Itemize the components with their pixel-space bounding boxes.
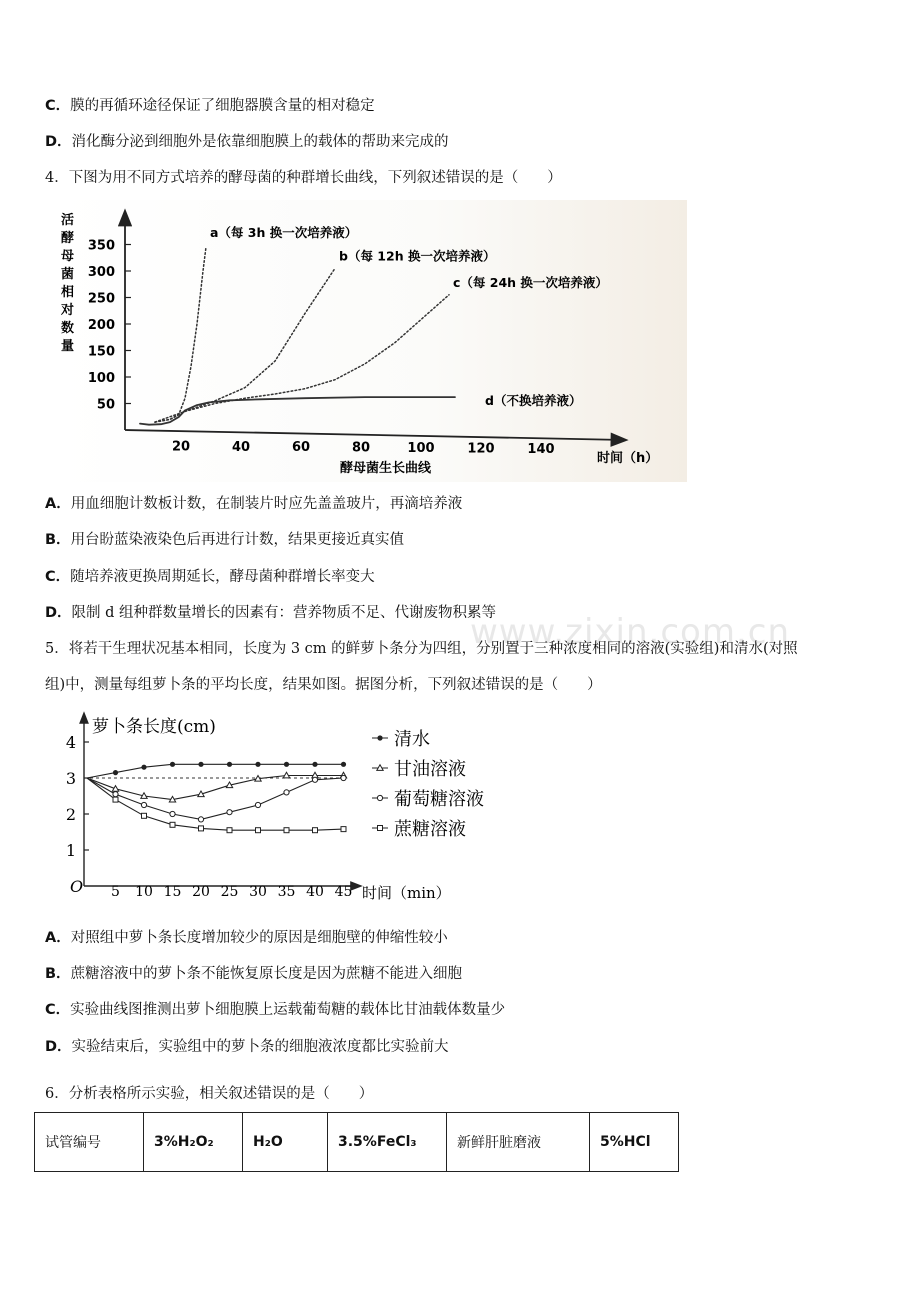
q5-option-c [45,1000,505,1020]
q4-option-c [45,567,375,587]
data-point [227,762,232,767]
data-point [377,795,382,800]
y-tick-label: 150 [87,344,115,360]
x-tick-label: 40 [231,439,251,455]
y-tick-label: 3 [65,769,76,788]
data-point [113,792,118,797]
y-tick-label: 250 [87,291,115,307]
y-tick-label: 300 [87,265,115,280]
yeast-growth-svg [55,200,687,482]
legend-item [372,729,430,750]
series-line [87,778,344,830]
option-text: 膜的再循环途径保证了细胞器膜含量的相对稳定 [70,98,375,114]
data-point [227,828,232,833]
x-tick-label: 30 [249,884,267,900]
x-axis [125,430,625,440]
q5-stem-line2: 组)中，测量每组萝卜条的平均长度，结果如图。据图分析，下列叙述错误的是（ ） [45,677,602,693]
experiment-table [34,1112,679,1172]
option-text: 用台盼蓝染液染色后再进行计数，结果更接近真实值 [70,532,405,548]
option-letter: B． [45,966,71,982]
data-point [284,762,289,767]
series-3 [87,778,346,833]
watermark: www.zixin.com.cn [470,612,790,652]
data-point [284,790,289,795]
table-row [35,1113,679,1172]
x-tick-label: 45 [334,884,353,900]
option-letter: D． [45,1039,72,1055]
data-point [256,828,261,833]
table-cell: 5%HCl [590,1113,679,1172]
table-cell: H₂O [243,1113,328,1172]
q6-stem: 6．分析表格所示实验，相关叙述错误的是（ ） [45,1086,374,1102]
data-point [170,811,175,816]
data-point [341,762,346,767]
x-axis-label: 时间（min） [362,884,451,902]
table-cell: 试管编号 [35,1113,144,1172]
series-label-d: d（不换培养液） [485,393,582,409]
data-point [198,817,203,822]
x-tick-label: 100 [407,441,435,456]
option-letter: B． [45,532,71,548]
option-text: 蔗糖溶液中的萝卜条不能恢复原长度是因为蔗糖不能进入细胞 [70,966,463,982]
y-axis-label: 活酵母菌相对数量 [61,213,75,354]
radish-length-chart [62,708,502,908]
data-point [198,762,203,767]
origin-label: O [70,877,84,896]
chart-caption: 酵母菌生长曲线 [340,461,432,476]
data-point [313,828,318,833]
x-tick-label: 35 [277,884,296,900]
data-point [255,802,260,807]
option-letter: C． [45,98,71,114]
x-tick-label: 120 [467,441,495,457]
option-letter: D． [45,134,72,150]
q4-stem: 4．下图为用不同方式培养的酵母菌的种群增长曲线，下列叙述错误的是（ ） [45,170,562,186]
data-point [312,762,317,767]
x-tick-label: 5 [111,884,120,900]
legend-label: 葡萄糖溶液 [394,789,484,810]
legend-item [372,759,466,780]
data-point [113,770,118,775]
option-text: 实验曲线图推测出萝卜细胞膜上运载葡萄糖的载体比甘油载体数量少 [70,1002,506,1018]
option-text: 限制 d 组种群数量增长的因素有：营养物质不足、代谢废物积累等 [71,605,497,621]
legend-label: 甘油溶液 [394,759,466,780]
option-letter: D． [45,605,72,621]
x-tick-label: 20 [192,884,210,900]
y-tick-label: 2 [65,805,76,824]
data-point [284,828,289,833]
q4-option-d [45,603,496,623]
data-point [377,735,382,740]
option-text: 实验结束后，实验组中的萝卜条的细胞液浓度都比实验前大 [71,1039,449,1055]
series-line-a [155,247,206,422]
series-label-c: c（每 24h 换一次培养液） [453,274,608,290]
radish-length-svg [62,708,502,908]
option-text: 随培养液更换周期延长，酵母菌种群增长率变大 [70,569,375,585]
q4-option-a [45,494,462,514]
y-axis-label: 萝卜条长度(cm) [92,717,216,737]
option-letter: C． [45,569,71,585]
data-point [141,802,146,807]
table-cell: 3%H₂O₂ [144,1113,243,1172]
series-line [87,776,344,800]
x-tick-label: 80 [351,440,371,456]
data-point [255,762,260,767]
x-tick-label: 25 [220,884,239,900]
legend-label: 清水 [394,729,430,750]
y-tick-label: 100 [87,371,115,386]
data-point [141,765,146,770]
data-point [170,762,175,767]
y-tick-label: 1 [65,841,76,860]
legend-label: 蔗糖溶液 [394,819,466,840]
series-1 [87,772,347,802]
yeast-growth-chart [55,200,687,482]
option-text: 对照组中萝卜条长度增加较少的原因是细胞壁的伸缩性较小 [70,930,448,946]
series-line [87,778,344,819]
y-tick-label: 4 [65,733,76,752]
data-point [199,826,204,831]
x-tick-label: 60 [291,440,311,456]
q3-option-d [45,132,449,152]
data-point [341,775,346,780]
series-2 [87,775,346,822]
data-point [378,826,383,831]
series-line-c [155,295,449,422]
option-letter: C． [45,1002,71,1018]
data-point [142,813,147,818]
option-letter: A． [45,496,71,512]
option-letter: A． [45,930,71,946]
y-tick-label: 50 [96,397,115,413]
data-point [341,827,346,832]
q5-option-b [45,964,462,984]
legend-item [372,789,484,810]
series-label-a: a（每 3h 换一次培养液） [210,225,358,241]
x-tick-label: 10 [135,884,153,900]
q5-option-d [45,1037,449,1057]
legend-item [372,819,466,840]
x-tick-label: 140 [527,441,555,457]
q4-option-b [45,530,404,550]
x-axis-label: 时间（h） [597,451,659,466]
x-tick-label: 20 [171,439,191,455]
option-text: 消化酶分泌到细胞外是依靠细胞膜上的载体的帮助来完成的 [71,134,449,150]
q5-stem-line1: 5．将若干生理状况基本相同，长度为 3 cm 的鲜萝卜条分为四组，分别置于三种浓度相同的溶液(实验组)和清水(对照 [45,641,798,657]
data-point [170,822,175,827]
q3-option-c [45,96,375,116]
data-point [227,810,232,815]
table-cell: 3.5%FeCl₃ [328,1113,447,1172]
data-point [113,797,118,802]
y-tick-label: 350 [87,238,115,254]
x-tick-label: 15 [163,884,182,900]
x-tick-label: 40 [306,884,324,900]
q5-option-a [45,928,448,948]
y-tick-label: 200 [87,318,115,333]
data-point [312,777,317,782]
option-text: 用血细胞计数板计数，在制装片时应先盖盖玻片，再滴培养液 [70,496,463,512]
table-cell: 新鲜肝脏磨液 [447,1113,590,1172]
series-label-b: b（每 12h 换一次培养液） [339,248,496,264]
